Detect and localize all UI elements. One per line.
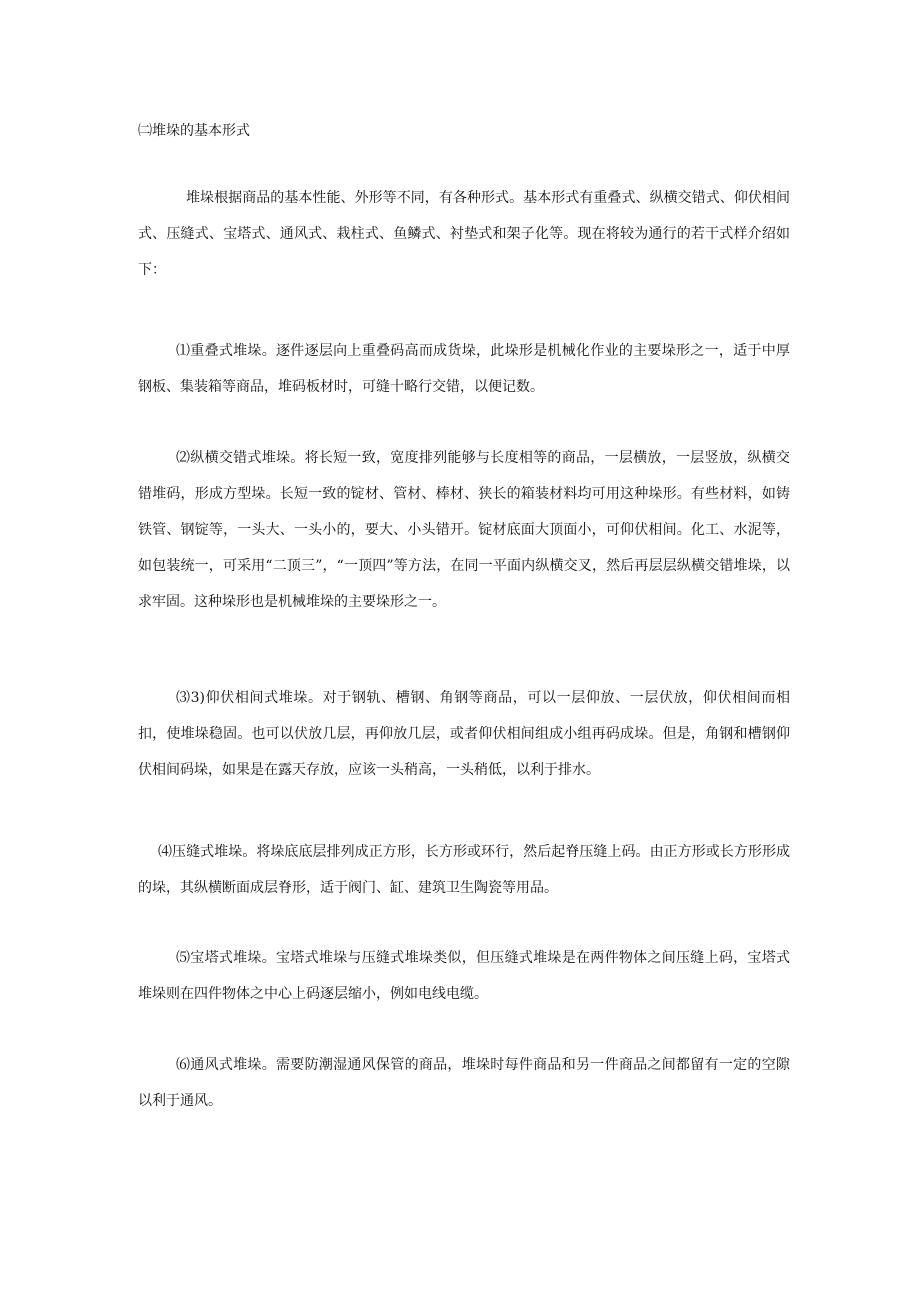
section-title: ㈡堆垛的基本形式	[138, 123, 250, 139]
paragraph-stacking-type-2: ⑵纵横交错式堆垛。将长短一致，宽度排列能够与长度相等的商品，一层横放，一层竖放，纵横交错堆码，形成方型垛。长短一致的锭材、管材、棒材、狭长的箱装材料均可用这种垛形。有些材料，如铸铁管、钢锭等，一头大、一头小的，要大、小头错开。锭材底面大顶面小，可仰伏相间。化工、水泥等，如包装统一，可采用“二顶三”，“一顶四”等方法，在同一平面内纵横交叉，然后再层层纵横交错堆垛，以求牢固。这种垛形也是机械堆垛的主要垛形之一。	[138, 450, 790, 610]
paragraph-stacking-type-3: ⑶3)仰伏相间式堆垛。对于钢轨、槽钢、角钢等商品，可以一层仰放、一层伏放，仰伏相间而相扣，使堆垛稳固。也可以伏放几层，再仰放几层，或者仰伏相间组成小组再码成垛。但是，角钢和槽钢仰伏相间码垛，如果是在露天存放，应该一头稍高，一头稍低，以利于排水。	[138, 690, 790, 778]
paragraph-intro: 堆垛根据商品的基本性能、外形等不同，有各种形式。基本形式有重叠式、纵横交错式、仰伏相间式、压缝式、宝塔式、通风式、栽柱式、鱼鳞式、衬垫式和架子化等。现在将较为通行的若干式样介绍如下：	[138, 190, 790, 278]
paragraph-stacking-type-6: ⑹通风式堆垛。需要防潮湿通风保管的商品，堆垛时每件商品和另一件商品之间都留有一定的空隙以利于通风。	[138, 1057, 790, 1109]
paragraph-stacking-type-1: ⑴重叠式堆垛。逐件逐层向上重叠码高而成货垛，此垛形是机械化作业的主要垛形之一，适于中厚钢板、集装箱等商品，堆码板材时，可缝十略行交错，以便记数。	[138, 343, 790, 395]
paragraph-stacking-type-4: ⑷压缝式堆垛。将垛底底层排列成正方形，长方形或环行，然后起脊压缝上码。由正方形或长方形形成的垛，其纵横断面成层脊形，适于阀门、缸、建筑卫生陶瓷等用品。	[138, 844, 790, 896]
paragraph-stacking-type-5: ⑸宝塔式堆垛。宝塔式堆垛与压缝式堆垛类似，但压缝式堆垛是在两件物体之间压缝上码，宝塔式堆垛则在四件物体之中心上码逐层缩小，例如电线电缆。	[138, 950, 790, 1002]
